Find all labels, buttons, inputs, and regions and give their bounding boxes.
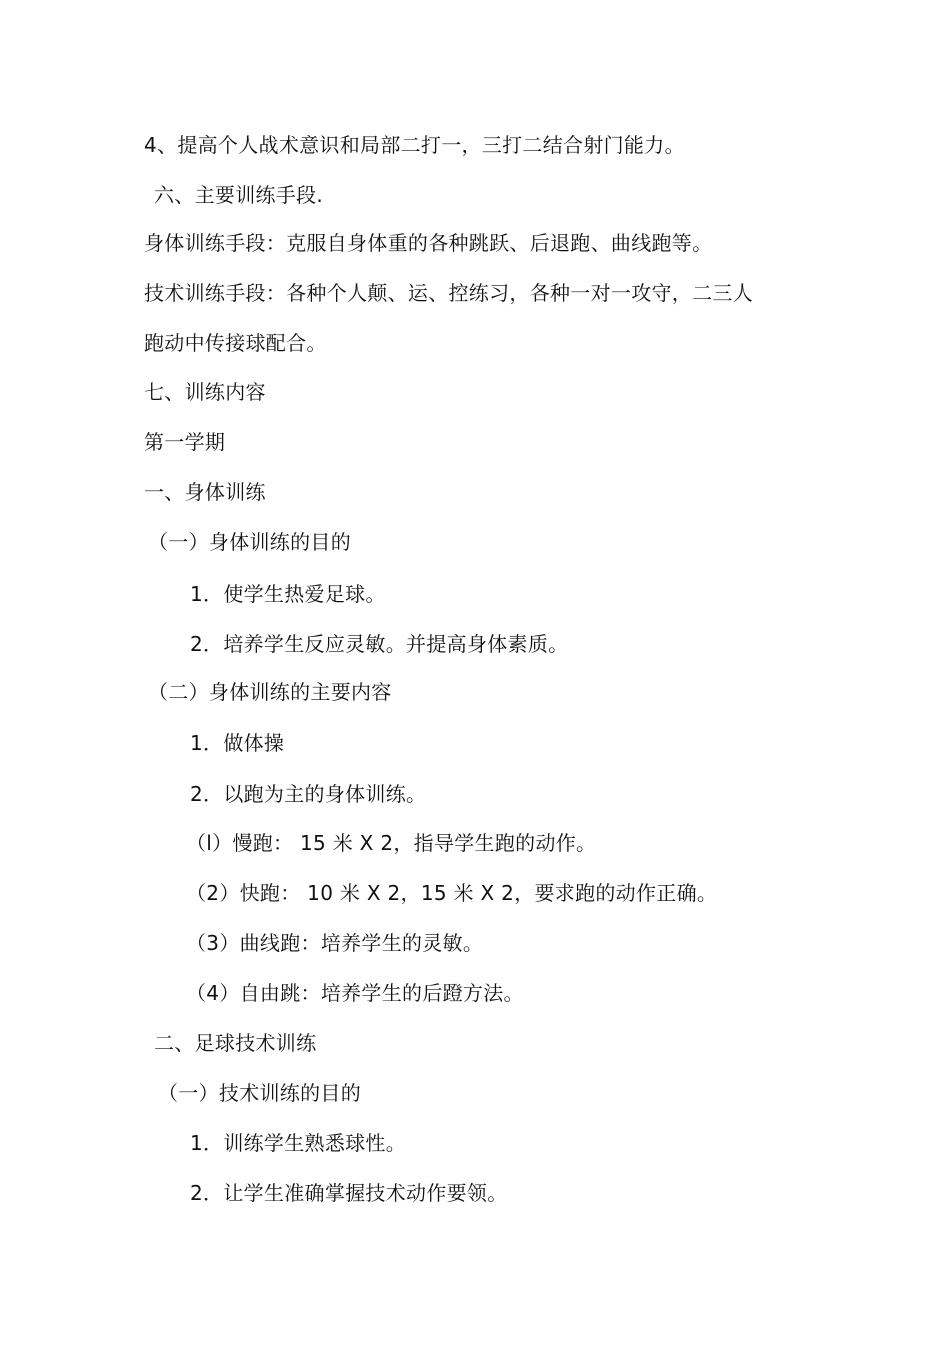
list-item-physical-purpose-2: 2．培养学生反应灵敏。并提高身体素质。 xyxy=(190,632,569,656)
text-line-technical-means: 技术训练手段：各种个人颠、运、控练习，各种一对一攻守，二三人 xyxy=(144,281,753,305)
list-item-physical-content-1: 1．做体操 xyxy=(190,731,285,755)
list-item-fast-run: （2）快跑： 10 米 X 2，15 米 X 2，要求跑的动作正确。 xyxy=(186,881,718,905)
heading-main-training-means: 六、主要训练手段. xyxy=(154,183,324,207)
heading-training-content: 七、训练内容 xyxy=(144,380,266,404)
subheading-physical-content: （二）身体训练的主要内容 xyxy=(148,680,392,704)
heading-physical-training: 一、身体训练 xyxy=(144,480,266,504)
text-line-goal-4: 4、提高个人战术意识和局部二打一，三打二结合射门能力。 xyxy=(144,133,685,157)
list-item-physical-content-2: 2．以跑为主的身体训练。 xyxy=(190,782,427,806)
list-item-physical-purpose-1: 1．使学生热爱足球。 xyxy=(190,582,386,606)
list-item-technique-purpose-2: 2．让学生准确掌握技术动作要领。 xyxy=(190,1181,508,1205)
text-line-physical-means: 身体训练手段：克服自身体重的各种跳跃、后退跑、曲线跑等。 xyxy=(144,231,713,255)
list-item-slow-run: （l）慢跑： 15 米 X 2，指导学生跑的动作。 xyxy=(186,831,597,855)
list-item-curve-run: （3）曲线跑：培养学生的灵敏。 xyxy=(186,931,484,955)
list-item-technique-purpose-1: 1．训练学生熟悉球性。 xyxy=(190,1131,407,1155)
subheading-physical-purpose: （一）身体训练的目的 xyxy=(148,530,351,554)
text-line-technical-means-cont: 跑动中传接球配合。 xyxy=(144,331,327,355)
subheading-technique-purpose: （一）技术训练的目的 xyxy=(158,1081,361,1105)
heading-first-semester: 第一学期 xyxy=(144,430,226,454)
list-item-free-jump: （4）自由跳：培养学生的后蹬方法。 xyxy=(186,981,524,1005)
heading-football-technique: 二、足球技术训练 xyxy=(154,1031,317,1055)
